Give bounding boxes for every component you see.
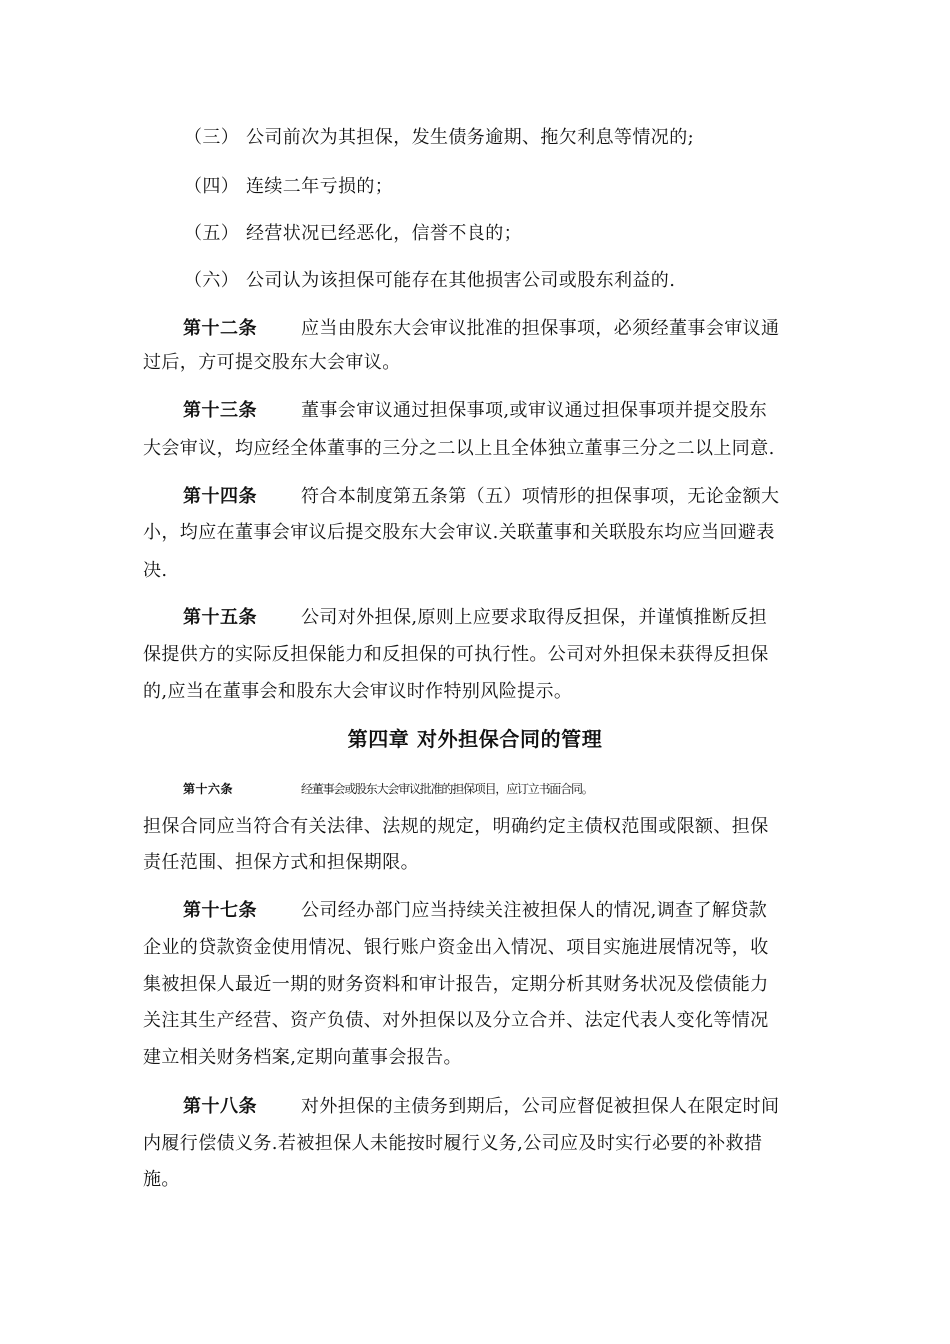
item-text: 公司前次为其担保，发生债务逾期、拖欠利息等情况的;: [246, 127, 695, 148]
article-15-first-line: [183, 605, 811, 631]
list-item: [184, 174, 393, 200]
article-17-first-line: [183, 898, 811, 924]
list-item: [184, 268, 675, 294]
article-16-first-line: [183, 776, 823, 802]
article-label: 第十五条: [183, 607, 257, 628]
article-text: 公司对外担保,原则上应要求取得反担保，并谨慎推断反担: [301, 607, 768, 628]
article-text: 经董事会或股东大会审议批准的担保项目，应订立书面合同。: [301, 782, 593, 796]
article-12-line: 过后，方可提交股东大会审议。: [143, 352, 401, 373]
article-label: 第十七条: [183, 900, 257, 921]
article-text: 对外担保的主债务到期后，公司应督促被担保人在限定时间: [301, 1096, 780, 1117]
item-number: （三）: [184, 127, 240, 148]
article-label: 第十八条: [183, 1096, 257, 1117]
article-14-line: 小，均应在董事会审议后提交股东大会审议.关联董事和关联股东均应当回避表: [143, 522, 775, 543]
article-label: 第十四条: [183, 486, 257, 507]
article-15-line: 的,应当在董事会和股东大会审议时作特别风险提示。: [143, 681, 573, 702]
article-17-line: 集被担保人最近一期的财务资料和审计报告，定期分析其财务状况及偿债能力: [143, 974, 769, 995]
article-12-first-line: [183, 316, 811, 342]
list-item: [184, 125, 694, 151]
article-17-line: 企业的贷款资金使用情况、银行账户资金出入情况、项目实施进展情况等，收: [143, 937, 769, 958]
article-text: 公司经办部门应当持续关注被担保人的情况,调查了解贷款: [301, 900, 768, 921]
article-14-line: 决.: [143, 560, 168, 581]
article-16-line: 责任范围、担保方式和担保期限。: [143, 852, 419, 873]
article-16-line: 担保合同应当符合有关法律、法规的规定，明确约定主债权范围或限额、担保: [143, 816, 769, 837]
article-13-first-line: [183, 398, 811, 424]
item-text: 连续二年亏损的；: [246, 176, 394, 197]
article-17-line: 关注其生产经营、资产负债、对外担保以及分立合并、法定代表人变化等情况: [143, 1010, 769, 1031]
article-18-first-line: [183, 1094, 811, 1120]
article-14-first-line: [183, 484, 811, 510]
list-item: [184, 221, 522, 247]
item-text: 经营状况已经恶化，信誉不良的；: [246, 223, 522, 244]
article-text: 应当由股东大会审议批准的担保事项，必须经董事会审议通: [301, 318, 780, 339]
article-label: 第十六条: [183, 782, 234, 796]
item-number: （六）: [184, 270, 240, 291]
article-label: 第十二条: [183, 318, 257, 339]
article-13-line: 大会审议，均应经全体董事的三分之二以上且全体独立董事三分之二以上同意.: [143, 438, 775, 459]
article-15-line: 保提供方的实际反担保能力和反担保的可执行性。公司对外担保未获得反担保: [143, 644, 769, 665]
article-18-line: 内履行偿债义务.若被担保人未能按时履行义务,公司应及时实行必要的补救措: [143, 1133, 763, 1154]
article-text: 董事会审议通过担保事项,或审议通过担保事项并提交股东: [301, 400, 768, 421]
item-number: （五）: [184, 223, 240, 244]
item-text: 公司认为该担保可能存在其他损害公司或股东利益的.: [246, 270, 676, 291]
article-17-line: 建立相关财务档案,定期向董事会报告。: [143, 1047, 462, 1068]
item-number: （四）: [184, 176, 240, 197]
article-18-line: 施。: [143, 1169, 180, 1190]
article-label: 第十三条: [183, 400, 257, 421]
chapter-heading: 第四章 对外担保合同的管理: [347, 727, 603, 751]
article-text: 符合本制度第五条第（五）项情形的担保事项，无论金额大: [301, 486, 780, 507]
